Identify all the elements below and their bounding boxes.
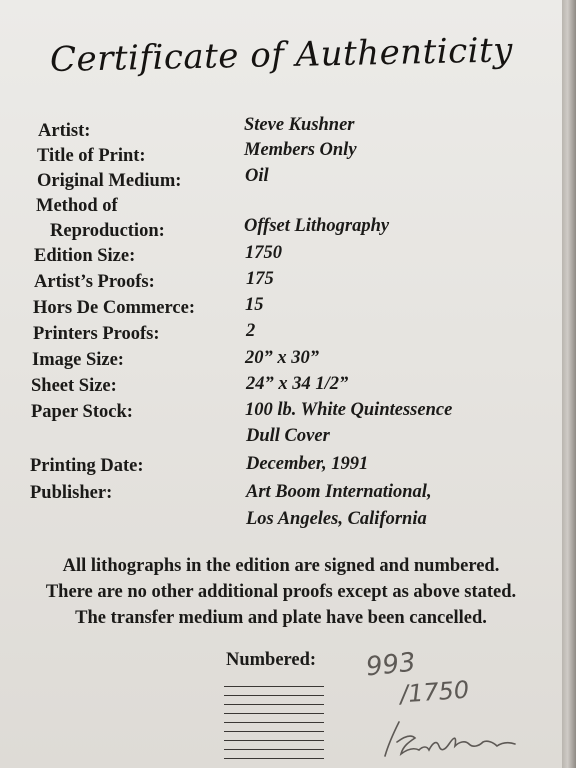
value-printing-date: December, 1991 — [246, 454, 369, 474]
artist-signature — [375, 712, 535, 768]
handwritten-edition-total: /1750 — [399, 675, 471, 709]
label-printers-proofs: Printers Proofs: — [33, 324, 160, 344]
label-publisher: Publisher: — [30, 483, 113, 503]
label-sheet-size: Sheet Size: — [31, 376, 117, 396]
label-title-of-print: Title of Print: — [37, 146, 146, 166]
value-image-size: 20” x 30” — [245, 348, 319, 368]
label-paper-stock: Paper Stock: — [31, 402, 133, 422]
value-hors-de-commerce: 15 — [245, 295, 264, 315]
statement-line-2: There are no other additional proofs except as above stated. — [45, 582, 517, 602]
value-paper-stock-line-2: Dull Cover — [246, 426, 330, 446]
label-original-medium: Original Medium: — [37, 171, 182, 191]
label-artists-proofs: Artist’s Proofs: — [34, 272, 155, 292]
value-paper-stock: 100 lb. White Quintessence — [245, 400, 453, 420]
label-hors-de-commerce: Hors De Commerce: — [33, 298, 195, 318]
value-printers-proofs: 2 — [246, 321, 256, 341]
label-printing-date: Printing Date: — [30, 456, 144, 476]
statement-line-3: The transfer medium and plate have been cancelled. — [75, 608, 487, 628]
value-title-of-print: Members Only — [244, 140, 357, 160]
certificate-title: Certificate of Authenticity — [49, 30, 514, 80]
numbered-label: Numbered: — [226, 650, 317, 670]
value-artist: Steve Kushner — [244, 115, 355, 135]
label-edition-size: Edition Size: — [34, 246, 136, 266]
label-method-of: Method of — [36, 196, 118, 216]
statement-line-1: All lithographs in the edition are signed and numbered. — [62, 556, 500, 576]
value-original-medium: Oil — [245, 166, 269, 186]
label-image-size: Image Size: — [32, 350, 124, 370]
label-artist: Artist: — [38, 121, 91, 141]
handwritten-edition-number: 993 — [364, 647, 418, 683]
signature-lines — [224, 686, 324, 767]
value-publisher-line-2: Los Angeles, California — [246, 509, 427, 529]
value-artists-proofs: 175 — [246, 269, 274, 289]
value-publisher: Art Boom International, — [246, 482, 432, 502]
paper-edge — [562, 0, 576, 768]
value-sheet-size: 24” x 34 1/2” — [246, 374, 349, 394]
value-reproduction: Offset Lithography — [244, 216, 390, 236]
signature-drawing — [375, 712, 535, 768]
value-edition-size: 1750 — [245, 243, 282, 263]
label-reproduction: Reproduction: — [50, 221, 165, 241]
